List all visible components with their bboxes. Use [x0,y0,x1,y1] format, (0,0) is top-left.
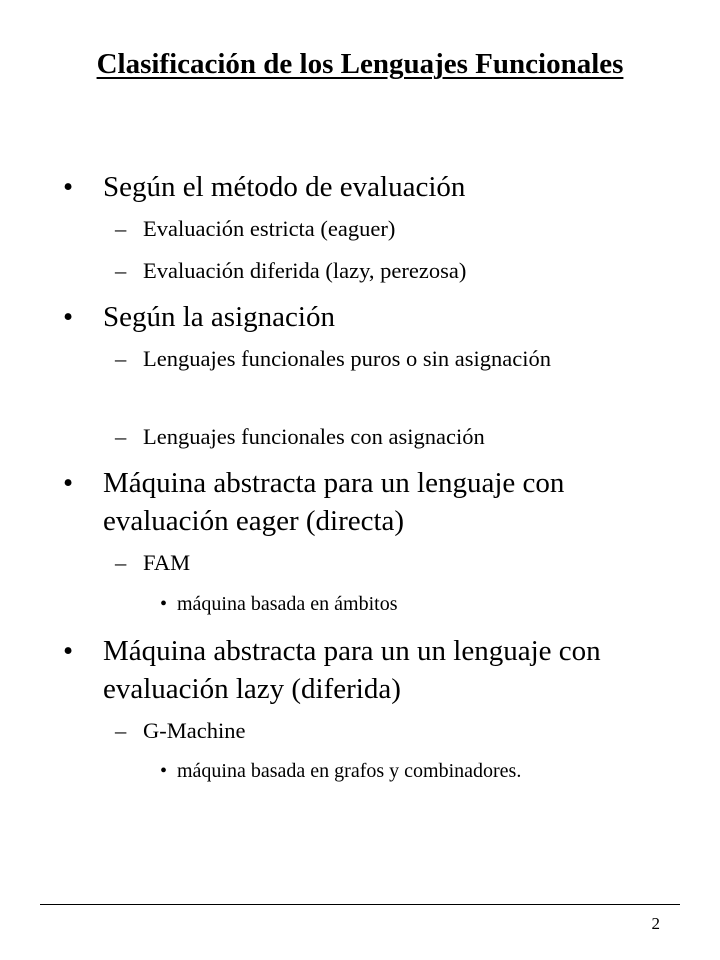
bullet-item-eager-machine [63,464,663,540]
sub-item-text: Lenguajes funcionales puros o sin asignación [143,346,552,371]
bullet-text: Máquina abstracta para un un lenguaje con evaluación lazy (diferida) [103,635,601,705]
dash-icon: – [115,718,127,743]
slide-title: Clasificación de los Lenguajes Funcionales [96,48,624,80]
bullet-icon: • [63,171,74,203]
sub-item-text: G-Machine [143,718,246,743]
dash-icon: – [115,216,127,241]
dash-icon: – [115,550,127,575]
detail-item-graph-machine [160,758,677,784]
sub-item-g-machine [115,716,663,745]
dash-icon: – [115,346,127,371]
bullet-text: Máquina abstracta para un lenguaje con evaluación eager (directa) [103,467,565,537]
sub-item-fam [115,548,663,577]
footer-divider [40,904,680,905]
bullet-icon: • [63,301,74,333]
bullet-text: Según la asignación [103,301,335,333]
sub-item-strict-evaluation [115,214,663,243]
dash-icon: – [115,424,127,449]
detail-item-scope-machine [160,591,677,617]
sub-item-pure-languages [115,344,563,373]
dash-icon: – [115,258,127,283]
bullet-icon: • [63,467,74,499]
sub-item-text: Evaluación estricta (eaguer) [143,216,396,241]
bullet-item-assignment [63,298,683,336]
bullet-item-evaluation-method [63,168,683,206]
sub-item-lazy-evaluation [115,256,663,285]
bullet-text: Según el método de evaluación [103,171,466,203]
bullet-item-lazy-machine [63,632,683,708]
detail-text: máquina basada en ámbitos [177,593,398,615]
bullet-icon: • [63,635,74,667]
sub-item-text: Lenguajes funcionales con asignación [143,424,485,449]
sub-item-text: Evaluación diferida (lazy, perezosa) [143,258,467,283]
sub-item-languages-with-assignment [115,422,663,451]
sub-item-text: FAM [143,550,191,575]
bullet-icon: • [160,760,168,782]
bullet-icon: • [160,593,168,615]
page-number: 2 [651,914,660,933]
detail-text: máquina basada en grafos y combinadores. [177,760,522,782]
